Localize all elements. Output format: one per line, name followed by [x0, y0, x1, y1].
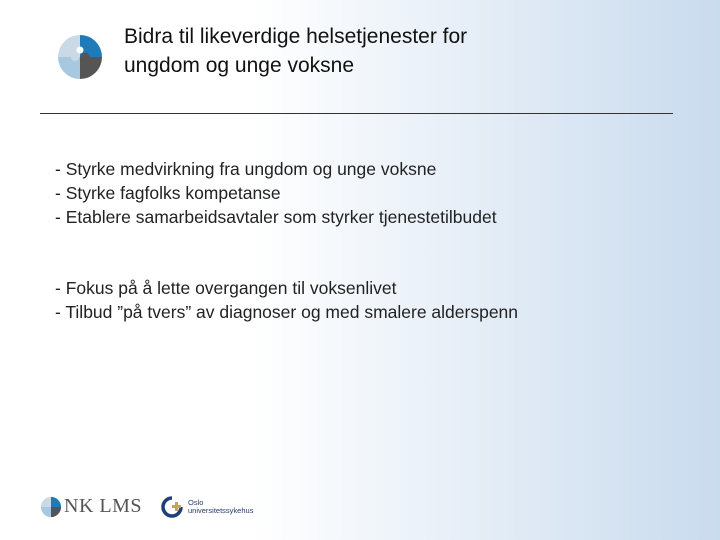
ous-text: Oslo	[188, 498, 204, 507]
bullet-item: - Styrke medvirkning fra ungdom og unge voksne	[55, 159, 437, 179]
nklms-text: NK LMS	[64, 495, 143, 517]
ous-text: universitetssykehus	[188, 506, 254, 515]
slide-title	[124, 22, 467, 80]
puzzle-logo-icon	[40, 496, 62, 518]
bullet-item: - Fokus på å lette overgangen til voksenlivet	[55, 278, 397, 298]
bullet-item: - Etablere samarbeidsavtaler som styrker tjenestetilbudet	[55, 207, 497, 227]
title-line: Bidra til likeverdige helsetjenester for	[124, 25, 468, 48]
nklms-logo	[40, 495, 142, 518]
bullet-item: - Styrke fagfolks kompetanse	[55, 183, 281, 203]
bullet-group-1	[55, 157, 497, 229]
ous-logo	[161, 496, 253, 518]
bullet-group-2	[55, 276, 518, 324]
ous-cross-icon	[161, 496, 183, 518]
bullet-item: - Tilbud ”på tvers” av diagnoser og med smalere alderspenn	[55, 302, 519, 322]
title-line: ungdom og unge voksne	[124, 54, 355, 77]
divider	[40, 113, 673, 114]
puzzle-logo-icon	[56, 34, 104, 80]
